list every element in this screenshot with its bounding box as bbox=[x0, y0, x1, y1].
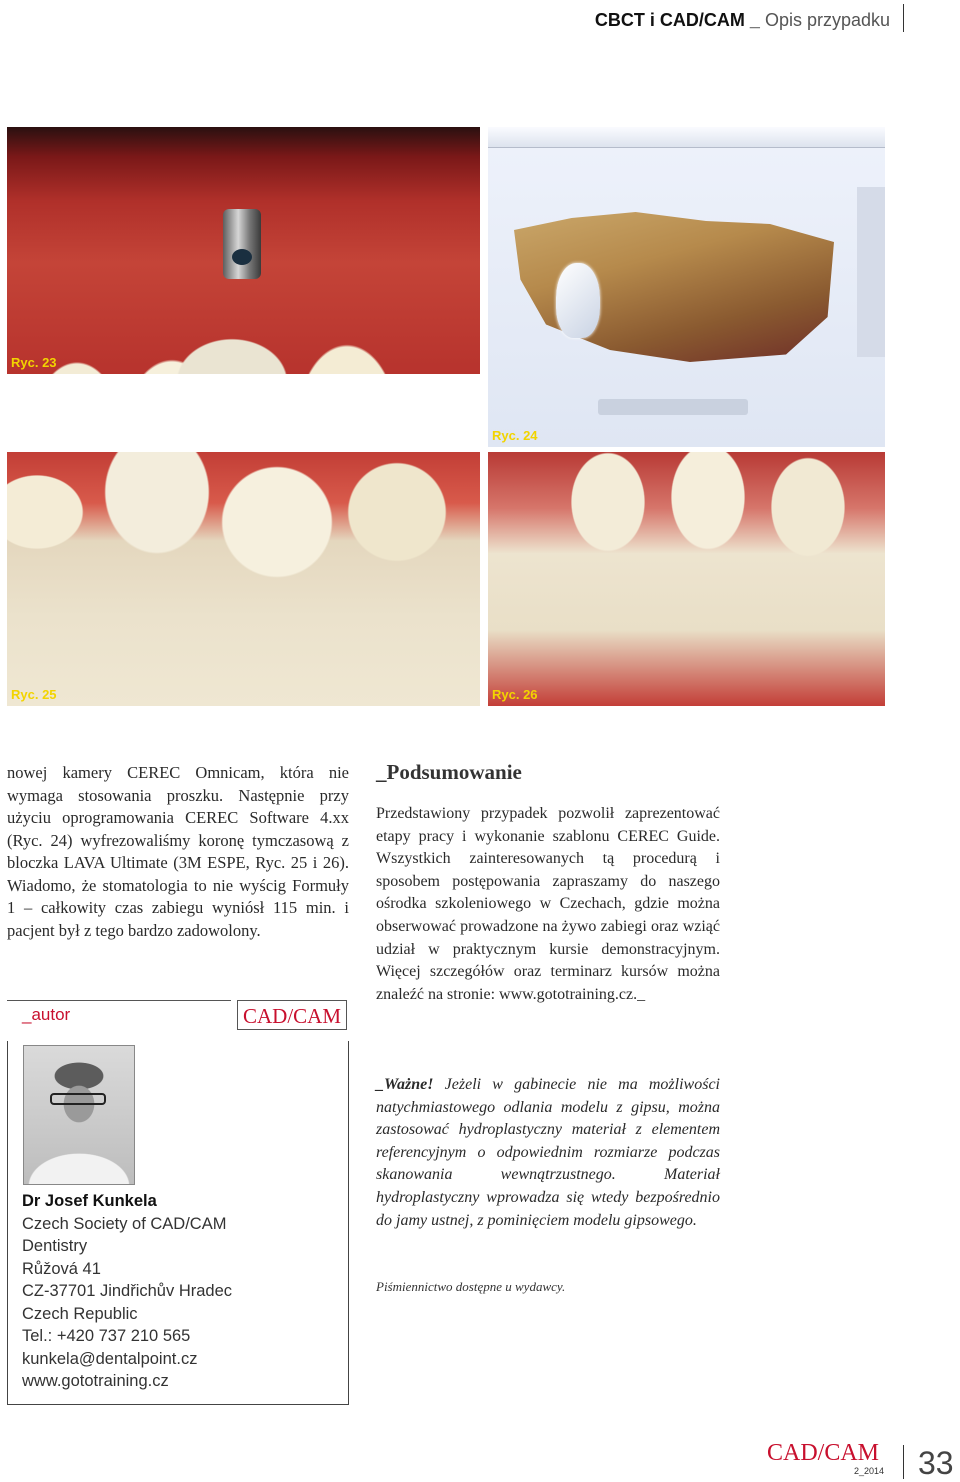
author-line: Růžová 41 bbox=[22, 1259, 101, 1278]
header-rule bbox=[903, 4, 904, 32]
figure-25-temporary-crown-photo bbox=[7, 452, 480, 706]
header-separator: _ bbox=[744, 10, 765, 30]
running-header bbox=[595, 10, 890, 31]
author-line: Czech Republic bbox=[22, 1304, 138, 1323]
author-line: Dentistry bbox=[22, 1237, 88, 1255]
summary-title: _Podsumowanie bbox=[376, 760, 522, 784]
bibliography-note: Piśmiennictwo dostępne u wydawcy. bbox=[376, 1279, 566, 1294]
footer-issue: 2_2014 bbox=[854, 1466, 885, 1476]
body-text-left: nowej kamery CEREC Omnicam, która nie wymaga stosowania proszku. Następnie przy użyciu oprogramowania CEREC Software 4.xx (Ryc. 24) wyfrezowaliśmy koronę tymczasową z bloczka LAVA Ultimate (3M ESPE, Ryc. 25 i 26). Wiadomo, że stomatologia to nie wyścig Formuły 1 – całkowity czas zabiegu wyniósł 115 min. i pacjent był z tego bardzo zadowolony. bbox=[7, 763, 349, 940]
author-line: Czech Society of CAD/CAM bbox=[22, 1214, 227, 1233]
author-line: CZ-37701 Jindřichův Hradec bbox=[22, 1282, 233, 1300]
footer-magazine-name: CAD/CAM bbox=[767, 1440, 880, 1466]
important-label: _Ważne! bbox=[376, 1076, 434, 1093]
figure-24-cerec-software-screenshot bbox=[488, 127, 885, 447]
summary-section bbox=[376, 760, 720, 1006]
figure-caption: Ryc. 26 bbox=[492, 687, 538, 702]
author-portrait-glasses bbox=[50, 1093, 106, 1105]
author-website[interactable]: www.gototraining.cz bbox=[22, 1372, 169, 1390]
figure-26-final-result-photo bbox=[488, 452, 885, 706]
author-top-rule bbox=[7, 1000, 231, 1001]
software-side-panel bbox=[857, 187, 885, 357]
header-section: CBCT i CAD/CAM bbox=[594, 10, 745, 30]
author-email[interactable]: kunkela@dentalpoint.cz bbox=[22, 1349, 198, 1368]
summary-body: Przedstawiony przypadek pozwolił zaprezentować etapy pracy i wykonanie szablonu CEREC Guide. Wszystkich zainteresowanych tą procedurą i sposobem postępowania zapraszamy do naszego ośrodka szkoleniowego w Czechach, gdzie można obserwować prowadzone na żywo zabiegi oraz wziąć udział w praktycznym kursie demonstracyjnym. Więcej szczegółów oraz terminarz kursów można znaleźć na stronie: www.gototraining.cz._ bbox=[376, 805, 720, 1003]
important-body: Jeżeli w gabinecie nie ma możliwości natychmiastowego odlania modelu z gipsu, można zastosować hydroplastyczny materiał z elementem referencyjnym o odpowiednim rozmiarze podczas skanowania wewnątrzustnego. Materiał hydroplastyczny wprowadza się wtedy bezpośrednio do jamy ustnej, z pominięciem modelu gipsowego. bbox=[376, 1076, 720, 1229]
software-toolbar bbox=[488, 127, 885, 148]
important-note bbox=[376, 1074, 720, 1232]
page-number: 33 bbox=[918, 1445, 954, 1481]
author-portrait bbox=[23, 1045, 135, 1185]
crown-design bbox=[556, 263, 600, 338]
implant-abutment bbox=[223, 209, 261, 279]
author-label: _autor bbox=[22, 1005, 71, 1024]
figure-caption: Ryc. 24 bbox=[492, 428, 538, 443]
figure-23-implant-photo bbox=[7, 127, 480, 374]
cadcam-badge: CAD/CAM bbox=[237, 1000, 347, 1030]
author-line: Tel.: +420 737 210 565 bbox=[22, 1327, 191, 1345]
author-name: Dr Josef Kunkela bbox=[22, 1192, 157, 1210]
footer-rule bbox=[903, 1445, 904, 1479]
figure-caption: Ryc. 25 bbox=[11, 687, 57, 702]
figure-caption: Ryc. 23 bbox=[11, 355, 57, 370]
header-subtitle: Opis przypadku bbox=[764, 10, 890, 30]
author-details bbox=[22, 1190, 232, 1393]
software-bottom-bar bbox=[598, 399, 748, 415]
